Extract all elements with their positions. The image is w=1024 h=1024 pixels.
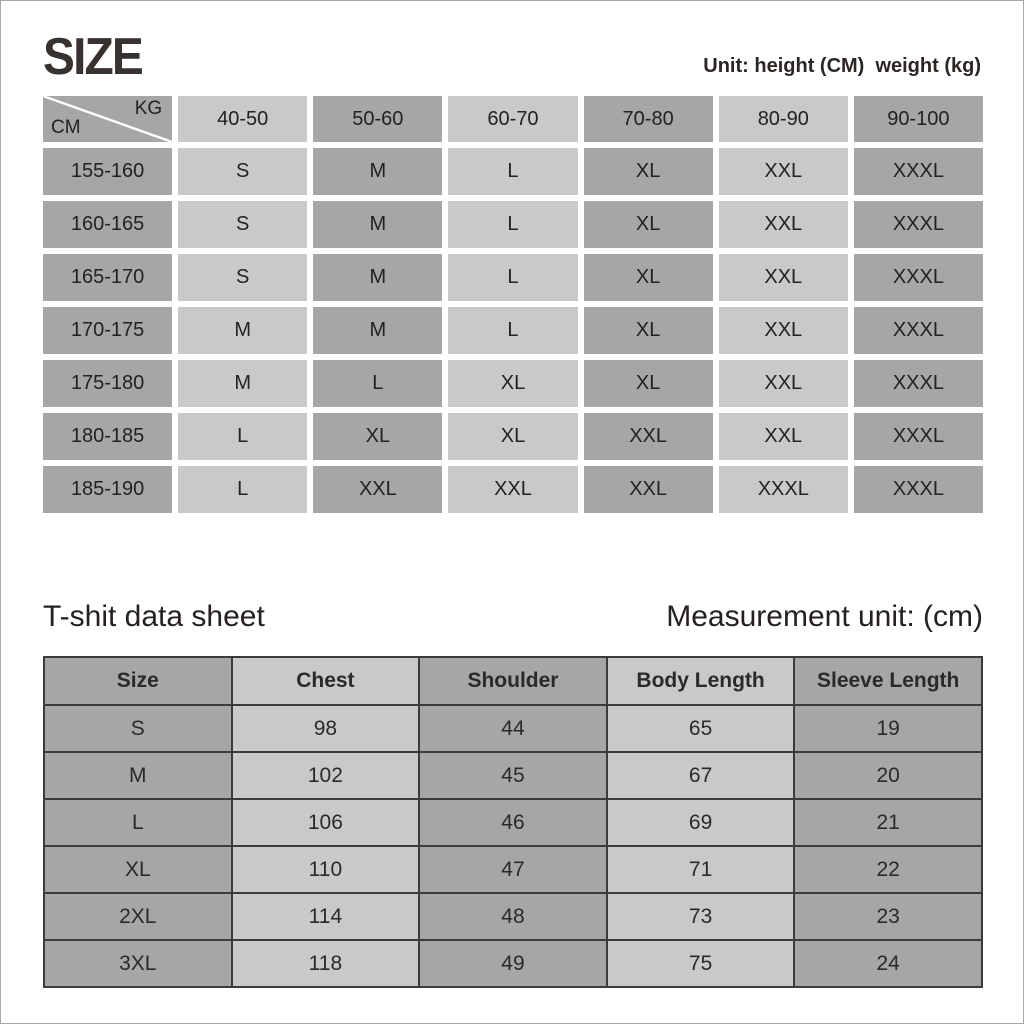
sheet-cell: 106 bbox=[232, 799, 420, 846]
size-cell: XXL bbox=[719, 307, 848, 354]
sheet-cell: XL bbox=[44, 846, 232, 893]
matrix-corner-cell bbox=[43, 96, 172, 142]
sheet-row bbox=[44, 893, 982, 940]
size-cell: L bbox=[448, 148, 577, 195]
size-cell: XL bbox=[448, 413, 577, 460]
size-cell: M bbox=[313, 148, 442, 195]
size-cell: XXL bbox=[719, 360, 848, 407]
sheet-cell: 22 bbox=[794, 846, 982, 893]
size-cell: XL bbox=[313, 413, 442, 460]
sheet-cell: L bbox=[44, 799, 232, 846]
corner-cm-label: CM bbox=[51, 117, 81, 138]
weight-column-header: 50-60 bbox=[313, 96, 442, 142]
size-cell: XXL bbox=[584, 466, 713, 513]
size-cell: XXL bbox=[719, 148, 848, 195]
sheet-cell: 67 bbox=[607, 752, 795, 799]
size-cell: XXL bbox=[719, 201, 848, 248]
size-cell: XXXL bbox=[854, 201, 983, 248]
sheet-cell: 23 bbox=[794, 893, 982, 940]
sheet-cell: 49 bbox=[419, 940, 607, 987]
sheet-cell: 19 bbox=[794, 705, 982, 752]
size-cell: S bbox=[178, 254, 307, 301]
size-cell: XL bbox=[584, 307, 713, 354]
size-cell: XL bbox=[584, 360, 713, 407]
size-cell: XL bbox=[584, 148, 713, 195]
sheet-header-row bbox=[44, 657, 982, 705]
sheet-cell: 44 bbox=[419, 705, 607, 752]
size-cell: XL bbox=[584, 201, 713, 248]
size-cell: XXXL bbox=[854, 307, 983, 354]
measurement-unit-label: Measurement unit: (cm) bbox=[666, 600, 983, 633]
sheet-column-header: Chest bbox=[232, 657, 420, 705]
sheet-cell: 110 bbox=[232, 846, 420, 893]
size-matrix bbox=[43, 96, 983, 513]
height-row-header: 160-165 bbox=[43, 201, 172, 248]
sheet-row bbox=[44, 940, 982, 987]
sheet-row bbox=[44, 799, 982, 846]
size-cell: M bbox=[178, 307, 307, 354]
sheet-cell: 114 bbox=[232, 893, 420, 940]
data-sheet-header bbox=[43, 600, 983, 634]
size-cell: XXXL bbox=[854, 148, 983, 195]
size-cell: XXL bbox=[448, 466, 577, 513]
size-cell: XXXL bbox=[719, 466, 848, 513]
sheet-column-header: Body Length bbox=[607, 657, 795, 705]
height-row-header: 175-180 bbox=[43, 360, 172, 407]
weight-column-header: 60-70 bbox=[448, 96, 577, 142]
sheet-cell: 71 bbox=[607, 846, 795, 893]
sheet-cell: 75 bbox=[607, 940, 795, 987]
sheet-cell: 21 bbox=[794, 799, 982, 846]
weight-column-header: 70-80 bbox=[584, 96, 713, 142]
height-row-header: 185-190 bbox=[43, 466, 172, 513]
weight-column-header: 90-100 bbox=[854, 96, 983, 142]
size-cell: L bbox=[448, 307, 577, 354]
size-cell: M bbox=[178, 360, 307, 407]
corner-kg-label: KG bbox=[134, 98, 163, 119]
weight-column-header: 40-50 bbox=[178, 96, 307, 142]
sheet-column-header: Sleeve Length bbox=[794, 657, 982, 705]
size-cell: S bbox=[178, 148, 307, 195]
sheet-cell: M bbox=[44, 752, 232, 799]
size-cell: L bbox=[313, 360, 442, 407]
size-cell: L bbox=[448, 254, 577, 301]
size-cell: S bbox=[178, 201, 307, 248]
sheet-cell: 46 bbox=[419, 799, 607, 846]
sheet-cell: 47 bbox=[419, 846, 607, 893]
height-row-header: 155-160 bbox=[43, 148, 172, 195]
size-cell: XXXL bbox=[854, 413, 983, 460]
sheet-cell: 118 bbox=[232, 940, 420, 987]
sheet-cell: 24 bbox=[794, 940, 982, 987]
sheet-cell: 48 bbox=[419, 893, 607, 940]
size-cell: L bbox=[448, 201, 577, 248]
sheet-body bbox=[44, 705, 982, 987]
sheet-column-header: Shoulder bbox=[419, 657, 607, 705]
sheet-cell: S bbox=[44, 705, 232, 752]
sheet-cell: 102 bbox=[232, 752, 420, 799]
size-cell: M bbox=[313, 307, 442, 354]
sheet-cell: 69 bbox=[607, 799, 795, 846]
sheet-cell: 2XL bbox=[44, 893, 232, 940]
size-cell: XXL bbox=[584, 413, 713, 460]
sheet-cell: 65 bbox=[607, 705, 795, 752]
unit-note: Unit: height (CM) weight (kg) bbox=[703, 55, 981, 77]
size-cell: M bbox=[313, 254, 442, 301]
data-sheet-title: T-shit data sheet bbox=[43, 600, 265, 633]
sheet-row bbox=[44, 846, 982, 893]
sheet-cell: 3XL bbox=[44, 940, 232, 987]
size-cell: M bbox=[313, 201, 442, 248]
size-cell: XL bbox=[448, 360, 577, 407]
sheet-row bbox=[44, 752, 982, 799]
sheet-cell: 98 bbox=[232, 705, 420, 752]
height-row-header: 170-175 bbox=[43, 307, 172, 354]
sheet-column-header: Size bbox=[44, 657, 232, 705]
sheet-row bbox=[44, 705, 982, 752]
size-cell: XXXL bbox=[854, 466, 983, 513]
height-row-header: 180-185 bbox=[43, 413, 172, 460]
size-cell: L bbox=[178, 413, 307, 460]
size-cell: XXXL bbox=[854, 254, 983, 301]
sheet-cell: 20 bbox=[794, 752, 982, 799]
size-cell: XXXL bbox=[854, 360, 983, 407]
size-cell: XXL bbox=[719, 254, 848, 301]
sheet-cell: 45 bbox=[419, 752, 607, 799]
height-row-header: 165-170 bbox=[43, 254, 172, 301]
weight-column-header: 80-90 bbox=[719, 96, 848, 142]
data-sheet-table bbox=[43, 656, 983, 988]
size-cell: XXL bbox=[313, 466, 442, 513]
size-cell: XL bbox=[584, 254, 713, 301]
size-cell: XXL bbox=[719, 413, 848, 460]
page-title: SIZE bbox=[43, 28, 142, 86]
size-cell: L bbox=[178, 466, 307, 513]
sheet-cell: 73 bbox=[607, 893, 795, 940]
